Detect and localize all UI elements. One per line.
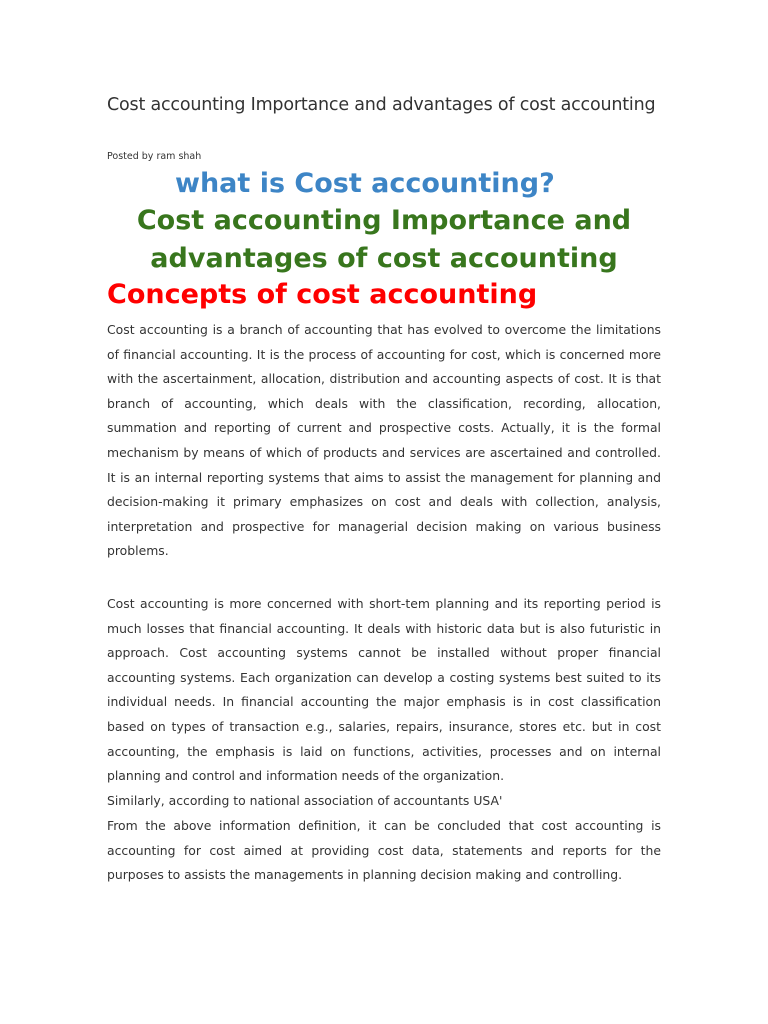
post-title: Cost accounting Importance and advantages of cost accounting	[107, 95, 656, 115]
paragraph-comparison: Cost accounting is more concerned with short-tem planning and its reporting period is much losses that financial accounting. It deals with historic data but is also futuristic in approach. Cost accounting systems cannot be installed without proper financial accounting systems. Each organization can develop a costing systems best suited to its individual needs. In financial accounting the major emphasis is in cost classification based on types of transaction e.g., salaries, repairs, insurance, stores etc. but in cost accounting, the emphasis is laid on functions, activities, processes and on internal planning and control and information needs of the organization.	[107, 596, 661, 784]
heading-importance: Cost accounting Importance and advantages of cost accounting	[136, 205, 632, 274]
heading-what-is: what is Cost accounting?	[175, 168, 555, 199]
paragraph-similarly: Similarly, according to national association of accountants USA'	[107, 793, 503, 808]
paragraph-conclusion: From the above information definition, it can be concluded that cost accounting is accounting for cost aimed at providing cost data, statements and reports for the purposes to assists the managements in planning decision making and controlling.	[107, 818, 661, 883]
paragraph-definition: Cost accounting is a branch of accounting that has evolved to overcome the limitations of financial accounting. It is the process of accounting for cost, which is concerned more with the ascertainment, allocation, distribution and accounting aspects of cost. It is that branch of accounting, which deals with the classification, recording, allocation, summation and reporting of current and prospective costs. Actually, it is the formal mechanism by means of which of products and services are ascertained and controlled. It is an internal reporting systems that aims to assist the management for planning and decision-making it primary emphasizes on cost and deals with collection, analysis, interpretation and prospective for managerial decision making on various business problems.	[107, 322, 661, 559]
heading-concepts: Concepts of cost accounting	[107, 279, 538, 310]
posted-by-line: Posted by ram shah	[107, 151, 202, 162]
